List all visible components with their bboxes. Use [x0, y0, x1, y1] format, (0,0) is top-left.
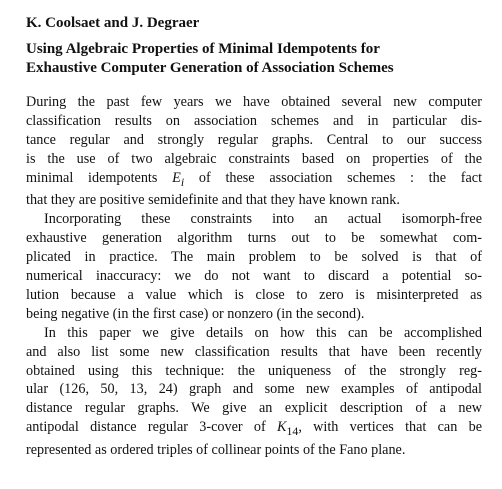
- text-line: and also list some new classification results that have been recently: [26, 343, 482, 360]
- math-symbol: K: [277, 419, 287, 436]
- text-fragment: antipodal distance regular 3-cover of: [26, 419, 278, 436]
- math-symbol: E: [172, 169, 181, 186]
- abstract-paragraph: [26, 93, 482, 210]
- text-line: plicated in practice. The main problem to be solved is that of: [26, 249, 482, 266]
- text-line: ular (126, 50, 13, 24) graph and some new examples of antipodal: [26, 381, 482, 398]
- text-fragment: , with vertices that can be: [298, 419, 482, 436]
- paper-title: [26, 40, 482, 78]
- math-subscript: 14: [286, 424, 299, 439]
- text-line: being negative (in the first case) or nonzero (in the second).: [26, 305, 365, 322]
- paper-title-line: Exhaustive Computer Generation of Association Schemes: [26, 60, 394, 76]
- text-line: obtained using this technique: the uniqueness of the strongly reg-: [26, 362, 482, 379]
- text-line: lution because a value which is close to zero is misinterpreted as: [26, 286, 482, 303]
- abstract-paragraph: [26, 324, 482, 460]
- text-line: exhaustive generation algorithm turns out to be somewhat com-: [26, 230, 482, 247]
- text-line: that they are positive semidefinite and that they have known rank.: [26, 192, 400, 209]
- paper-title-line: Using Algebraic Properties of Minimal Idempotents for: [26, 41, 380, 57]
- text-line: numerical inaccuracy: we do not want to discard a potential so-: [26, 267, 482, 284]
- abstract-paragraph: [26, 210, 482, 323]
- text-line: tance regular and strongly regular graphs. Central to our success: [26, 131, 482, 148]
- text-fragment: of these association schemes : the fact: [184, 169, 483, 186]
- paper-authors: K. Coolsaet and J. Degraer: [26, 15, 200, 31]
- text-line: During the past few years we have obtained several new computer: [26, 94, 482, 110]
- text-line: Incorporating these constraints into an actual isomorph-free: [44, 211, 482, 228]
- text-line: [26, 169, 482, 192]
- math-subscript: i: [180, 174, 185, 189]
- text-fragment: minimal idempotents: [26, 169, 173, 186]
- paper-page: [26, 14, 482, 460]
- text-line: is the use of two algebraic constraints based on properties of the: [26, 150, 482, 167]
- text-line: In this paper we give details on how this can be accomplished: [44, 324, 482, 341]
- abstract: [26, 93, 482, 460]
- text-line: represented as ordered triples of collinear points of the Fano plane.: [26, 441, 406, 458]
- text-line: [26, 418, 482, 441]
- text-line: classification results on association schemes and in particular dis-: [26, 112, 482, 129]
- text-line: distance regular graphs. We give an explicit description of a new: [26, 400, 482, 417]
